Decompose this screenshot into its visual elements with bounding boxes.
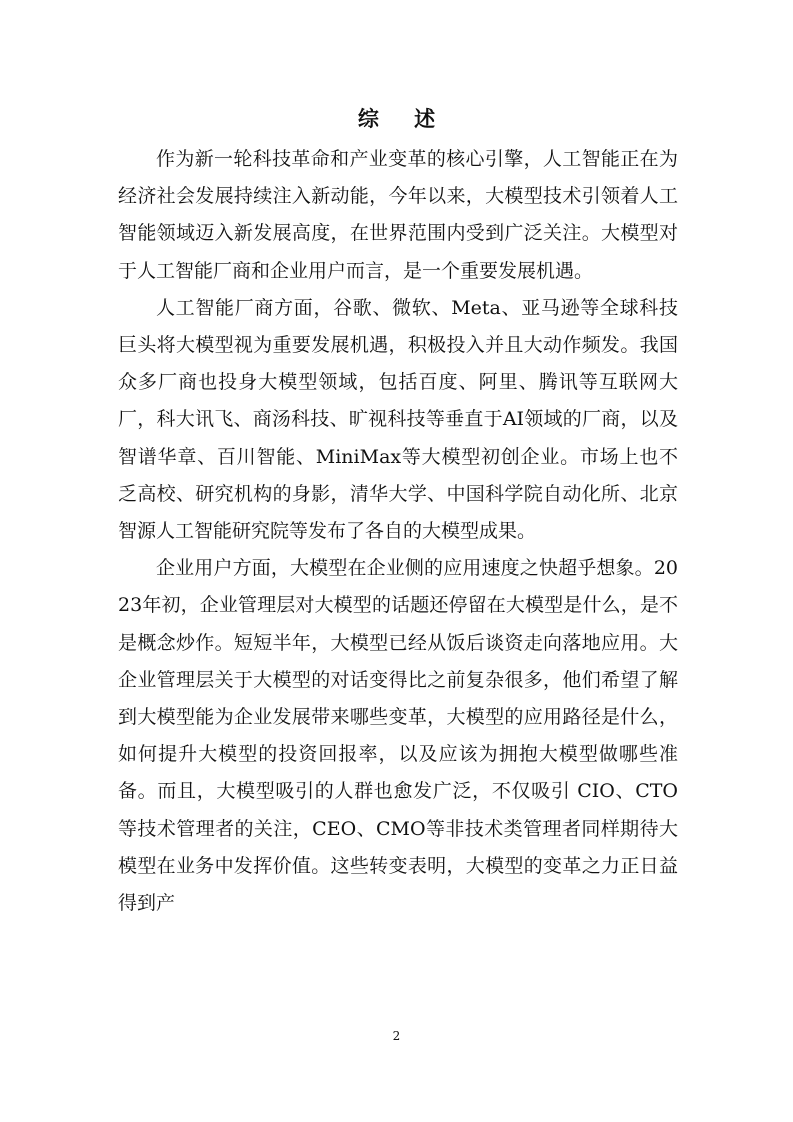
paragraph-overview: 作为新一轮科技革命和产业变革的核心引擎，人工智能正在为经济社会发展持续注入新动能，今年以来，大模型技术引领着人工智能领域迈入新发展高度，在世界范围内受到广泛关注。大模型对于人工智能厂商和企业用户而言，是一个重要发展机遇。: [118, 148, 678, 282]
body-text: [118, 141, 678, 922]
paragraph-vendors: 人工智能厂商方面，谷歌、微软、Meta、亚马逊等全球科技巨头将大模型视为重要发展机遇，积极投入并且大动作频发。我国众多厂商也投身大模型领域，包括百度、阿里、腾讯等互联网大厂，科大讯飞、商汤科技、旷视科技等垂直于AI领域的厂商，以及智谱华章、百川智能、MiniMax等大模型初创企业。市场上也不乏高校、研究机构的身影，清华大学、中国科学院自动化所、北京智源人工智能研究院等发布了各自的大模型成果。: [118, 296, 678, 543]
page-title: 综 述: [357, 106, 450, 131]
paragraph-enterprise-users: 企业用户方面，大模型在企业侧的应用速度之快超乎想象。2023年初，企业管理层对大模型的话题还停留在大模型是什么，是不是概念炒作。短短半年，大模型已经从饭后谈资走向落地应用。大企业管理层关于大模型的对话变得比之前复杂很多，他们希望了解到大模型能为企业发展带来哪些变革，大模型的应用路径是什么，如何提升大模型的投资回报率，以及应该为拥抱大模型做哪些准备。而且，大模型吸引的人群也愈发广泛，不仅吸引 CIO、CTO 等技术管理者的关注，CEO、CMO等非技术类管理者同样期待大模型在业务中发挥价值。这些转变表明，大模型的变革之力正日益得到产: [118, 557, 678, 915]
page-number: 2: [392, 1029, 401, 1043]
